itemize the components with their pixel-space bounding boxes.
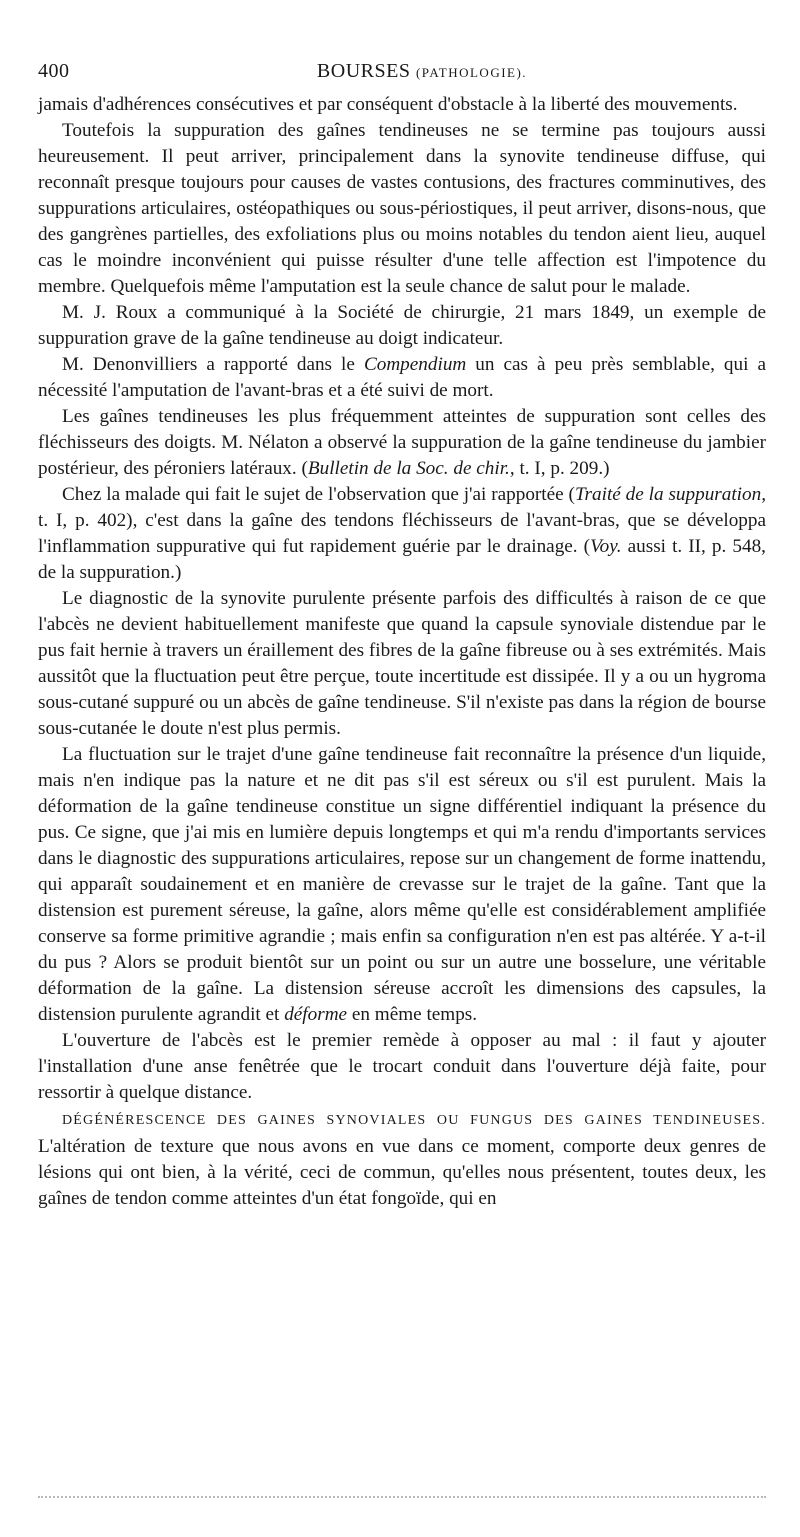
- text-run: t. I, p. 402), c'est dans la gaîne des tendons fléchisseurs de l'avant-bras, que se développa l'inflammation suppurative qui fut rapidement guérie par le drainage. (: [38, 510, 766, 557]
- text-run: en même temps.: [347, 1004, 478, 1025]
- running-header: [38, 60, 766, 92]
- paragraph: [38, 482, 766, 586]
- italic-run: déforme: [284, 1004, 348, 1025]
- text-run: Les gaînes tendineuses les plus fréquemment atteintes de suppuration sont celles des fléchisseurs des doigts. M. Nélaton a observé la suppuration de la gaîne tendineuse du jambier postérieur, des péroniers latéraux. (: [38, 406, 766, 479]
- footer-dotted-rule: [38, 1496, 766, 1498]
- running-title-main: BOURSES: [316, 60, 411, 82]
- running-title: [38, 60, 766, 83]
- page-number: 400: [38, 60, 70, 82]
- text-run: M. Denonvilliers a rapporté dans le: [62, 354, 364, 375]
- text-run: , t. I, p. 209.): [509, 458, 610, 479]
- section-heading: DÉGÉNÉRESCENCE DES GAINES SYNOVIALES OU FUNGUS DES GAINES TENDINEUSES.: [62, 1113, 766, 1128]
- paragraph: jamais d'adhérences consécutives et par conséquent d'obstacle à la liberté des mouvements.: [38, 94, 738, 115]
- text-run: L'altération de texture que nous avons en vue dans ce moment, comporte deux genres de lésions qui ont bien, à la vérité, ceci de commun, qu'elles nous présentent, toutes deux, les gaînes de tendon comme atteintes d'un état fongoïde, qui en: [38, 1136, 766, 1209]
- text-run: Chez la malade qui fait le sujet de l'observation que j'ai rapportée (: [62, 484, 575, 505]
- document-page: [38, 60, 766, 1212]
- paragraph: Toutefois la suppuration des gaînes tendineuses ne se termine pas toujours aussi heureusement. Il peut arriver, principalement dans la synovite tendineuse diffuse, qui reconnaît presque toujours pour causes de vastes contusions, des fractures comminutives, des suppurations articulaires, ostéopathiques ou sous-périostiques, il peut arriver, disons-nous, que des gangrènes partielles, des exfoliations plus ou moins notables du tendon aient lieu, auquel cas le moindre inconvénient qui puisse résulter d'une telle affection est l'impotence du membre. Quelquefois même l'amputation est la seule chance de salut pour le malade.: [38, 120, 766, 297]
- paragraph: L'ouverture de l'abcès est le premier remède à opposer au mal : il faut y ajouter l'installation d'une anse fenêtrée que le trocart conduit dans l'ouverture déjà faite, pour ressortir à quelque distance.: [38, 1030, 766, 1103]
- text-run: La fluctuation sur le trajet d'une gaîne tendineuse fait reconnaître la présence d'un liquide, mais n'en indique pas la nature et ne dit pas s'il est séreux ou s'il est purulent. Mais la déformation de la gaîne tendineuse constitue un signe différentiel indiquant la présence du pus. Ce signe, que j'ai mis en lumière depuis longtemps et qui m'a rendu d'importants services dans le diagnostic des suppurations articulaires, repose sur un changement de forme inattendu, qui apparaît soudainement et en manière de crevasse sur le trajet de la gaîne. Tant que la distension est purement séreuse, la gaîne, alors même qu'elle est considérablement amplifiée conserve sa forme primitive agrandie ; mais enfin sa configuration n'en est pas altérée. Y a-t-il du pus ? Alors se produit bientôt sur un point ou sur un autre une bosselure, une véritable déformation de la gaîne. La distension séreuse accroît les dimensions des capsules, la distension purulente agrandit et: [38, 744, 766, 1025]
- running-title-sub: (PATHOLOGIE).: [415, 65, 528, 80]
- paragraph: Le diagnostic de la synovite purulente présente parfois des difficultés à raison de ce que l'abcès ne devient habituellement manifeste que quand la capsule synoviale distendue par le pus fait hernie à travers un éraillement des fibres de la gaîne fibreuse ou à ses extrémités. Mais aussitôt que la fluctuation peut être perçue, toute incertitude est dissipée. Il y a ou un hygroma sous-cutané suppuré ou un abcès de gaîne tendineuse. S'il n'existe pas dans la région de bourse sous-cutanée le doute n'est plus permis.: [38, 588, 766, 739]
- paragraph: M. J. Roux a communiqué à la Société de chirurgie, 21 mars 1849, un exemple de suppuration grave de la gaîne tendineuse au doigt indicateur.: [38, 302, 766, 349]
- paragraph: [38, 404, 766, 482]
- body-text: [38, 92, 766, 1212]
- text-run: aussi t. II, p. 548, de la suppuration.): [38, 536, 766, 583]
- paragraph: [38, 742, 766, 1028]
- italic-run: Voy.: [590, 536, 622, 557]
- italic-run: Bulletin de la Soc. de chir.: [307, 458, 510, 479]
- paragraph: [38, 1106, 766, 1212]
- text-run: un cas à peu près semblable, qui a nécessité l'amputation de l'avant-bras et a été suivi de mort.: [38, 354, 766, 401]
- italic-run: Compendium: [363, 354, 467, 375]
- paragraph: [38, 352, 766, 404]
- italic-run: Traité de la suppuration,: [574, 484, 766, 505]
